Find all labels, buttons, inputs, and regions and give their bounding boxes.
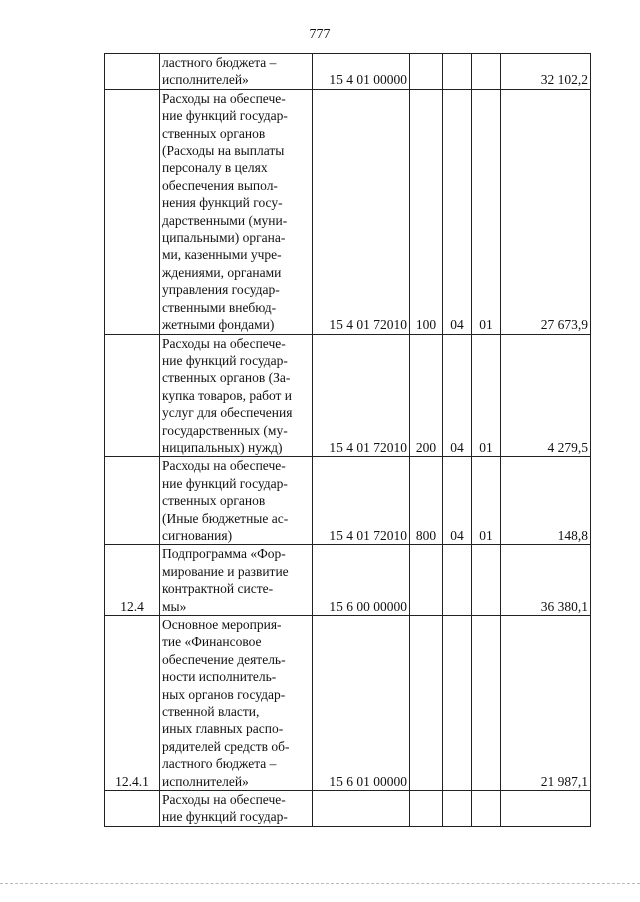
expense-type-cell [410,616,443,791]
row-name-cell: Основное мероприя- тие «Финансовое обеспечение деятель- ности исполнитель- ных органов государ- ственной власти, иных главных распо- рядителей средств об- ластного бюджета – исполнителей» [160,616,313,791]
amount-cell: 32 102,2 [501,54,591,90]
target-code-cell: 15 4 01 72010 [313,89,410,334]
subsection-cell: 01 [472,89,501,334]
table-row [105,334,591,457]
target-code-cell: 15 6 00 00000 [313,545,410,616]
table-row [105,791,591,827]
amount-cell: 4 279,5 [501,334,591,457]
section-cell [443,616,472,791]
row-name-cell: Расходы на обеспече- ние функций государ- ственных органов (Иные бюджетные ас- сигнования) [160,457,313,545]
row-number-cell: 12.4 [105,545,160,616]
row-number-cell [105,334,160,457]
table-row [105,54,591,90]
table-row [105,616,591,791]
expense-type-cell: 100 [410,89,443,334]
target-code-cell: 15 4 01 00000 [313,54,410,90]
expense-type-cell [410,54,443,90]
amount-cell: 148,8 [501,457,591,545]
section-cell [443,54,472,90]
subsection-cell [472,54,501,90]
page-number: 777 [309,27,331,42]
table-row [105,545,591,616]
row-number-cell [105,54,160,90]
row-name-cell: Расходы на обеспече- ние функций государ- ственных органов (Расходы на выплаты персоналу в целях обеспечения выпол- нения функций госу- дарственными (муни- ципальными) органа- ми, казенными учре- ждениями, органами управления государ- ственными внебюд- жетными фондами) [160,89,313,334]
amount-cell [501,791,591,827]
row-number-cell [105,89,160,334]
section-cell [443,791,472,827]
section-cell [443,545,472,616]
section-cell: 04 [443,457,472,545]
subsection-cell: 01 [472,334,501,457]
row-name-cell: Подпрограмма «Фор- мирование и развитие контрактной систе- мы» [160,545,313,616]
target-code-cell: 15 6 01 00000 [313,616,410,791]
target-code-cell: 15 4 01 72010 [313,457,410,545]
row-number-cell [105,791,160,827]
amount-cell: 27 673,9 [501,89,591,334]
subsection-cell [472,616,501,791]
row-number-cell: 12.4.1 [105,616,160,791]
subsection-cell [472,545,501,616]
subsection-cell [472,791,501,827]
expense-type-cell: 200 [410,334,443,457]
row-name-cell: Расходы на обеспече- ние функций государ- ственных органов (За- купка товаров, работ и услуг для обеспечения государственных (му- ниципальных) нужд) [160,334,313,457]
subsection-cell: 01 [472,457,501,545]
expense-type-cell [410,791,443,827]
expense-type-cell: 800 [410,457,443,545]
table-row [105,89,591,334]
expense-type-cell [410,545,443,616]
section-cell: 04 [443,334,472,457]
row-name-cell: ластного бюджета – исполнителей» [160,54,313,90]
row-name-cell: Расходы на обеспече- ние функций государ- [160,791,313,827]
amount-cell: 36 380,1 [501,545,591,616]
budget-table [104,53,591,827]
table-row [105,457,591,545]
target-code-cell [313,791,410,827]
target-code-cell: 15 4 01 72010 [313,334,410,457]
amount-cell: 21 987,1 [501,616,591,791]
section-cell: 04 [443,89,472,334]
scan-edge-line [0,883,640,884]
row-number-cell [105,457,160,545]
